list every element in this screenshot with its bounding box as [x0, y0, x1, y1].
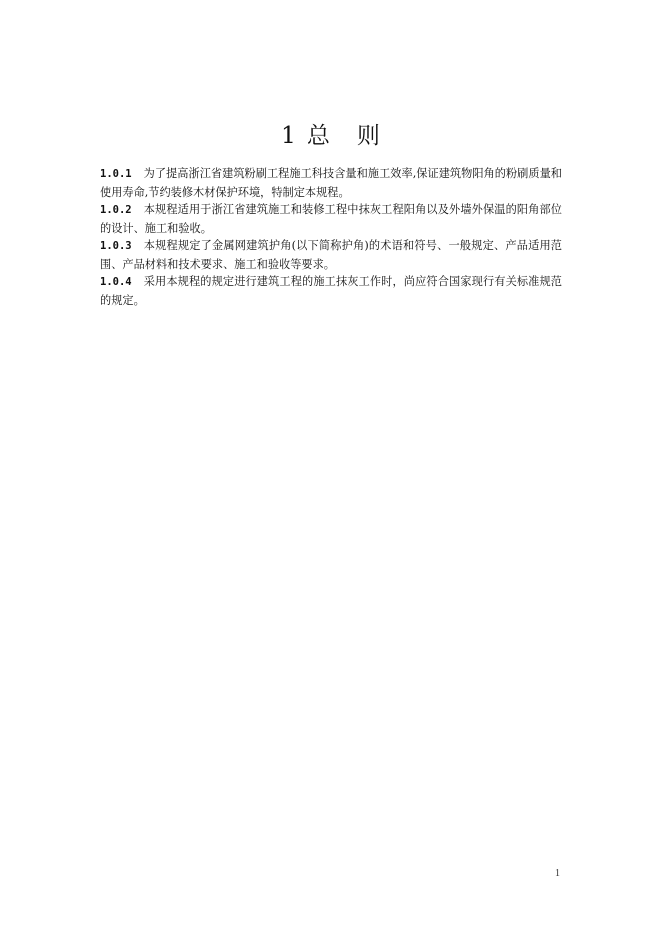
- clause-list: [100, 165, 562, 309]
- clause-1-0-1: [100, 165, 562, 201]
- clause-number: 1.0.2: [100, 204, 132, 216]
- clause-text: 采用本规程的规定进行建筑工程的施工抹灰工作时，尚应符合国家现行有关标准规范的规定。: [100, 275, 562, 307]
- chapter-number: 1: [281, 123, 297, 149]
- chapter-title-word-1: 总: [306, 123, 331, 149]
- clause-number: 1.0.4: [100, 276, 132, 288]
- clause-text: 本规程规定了金属网建筑护角(以下简称护角)的术语和符号、一般规定、产品适用范围、产品材料和技术要求、施工和验收等要求。: [100, 239, 562, 271]
- clause-text: 本规程适用于浙江省建筑施工和装修工程中抹灰工程阳角以及外墙外保温的阳角部位的设计、施工和验收。: [100, 203, 562, 235]
- clause-1-0-4: [100, 273, 562, 309]
- clause-1-0-2: [100, 201, 562, 237]
- chapter-title: [0, 117, 662, 150]
- page-number: 1: [555, 868, 560, 879]
- clause-text: 为了提高浙江省建筑粉刷工程施工科技含量和施工效率,保证建筑物阳角的粉刷质量和使用寿命,节约装修木材保护环境，特制定本规程。: [100, 167, 562, 199]
- clause-number: 1.0.3: [100, 240, 132, 252]
- clause-number: 1.0.1: [100, 168, 132, 180]
- chapter-title-word-2: 则: [356, 123, 381, 149]
- clause-1-0-3: [100, 237, 562, 273]
